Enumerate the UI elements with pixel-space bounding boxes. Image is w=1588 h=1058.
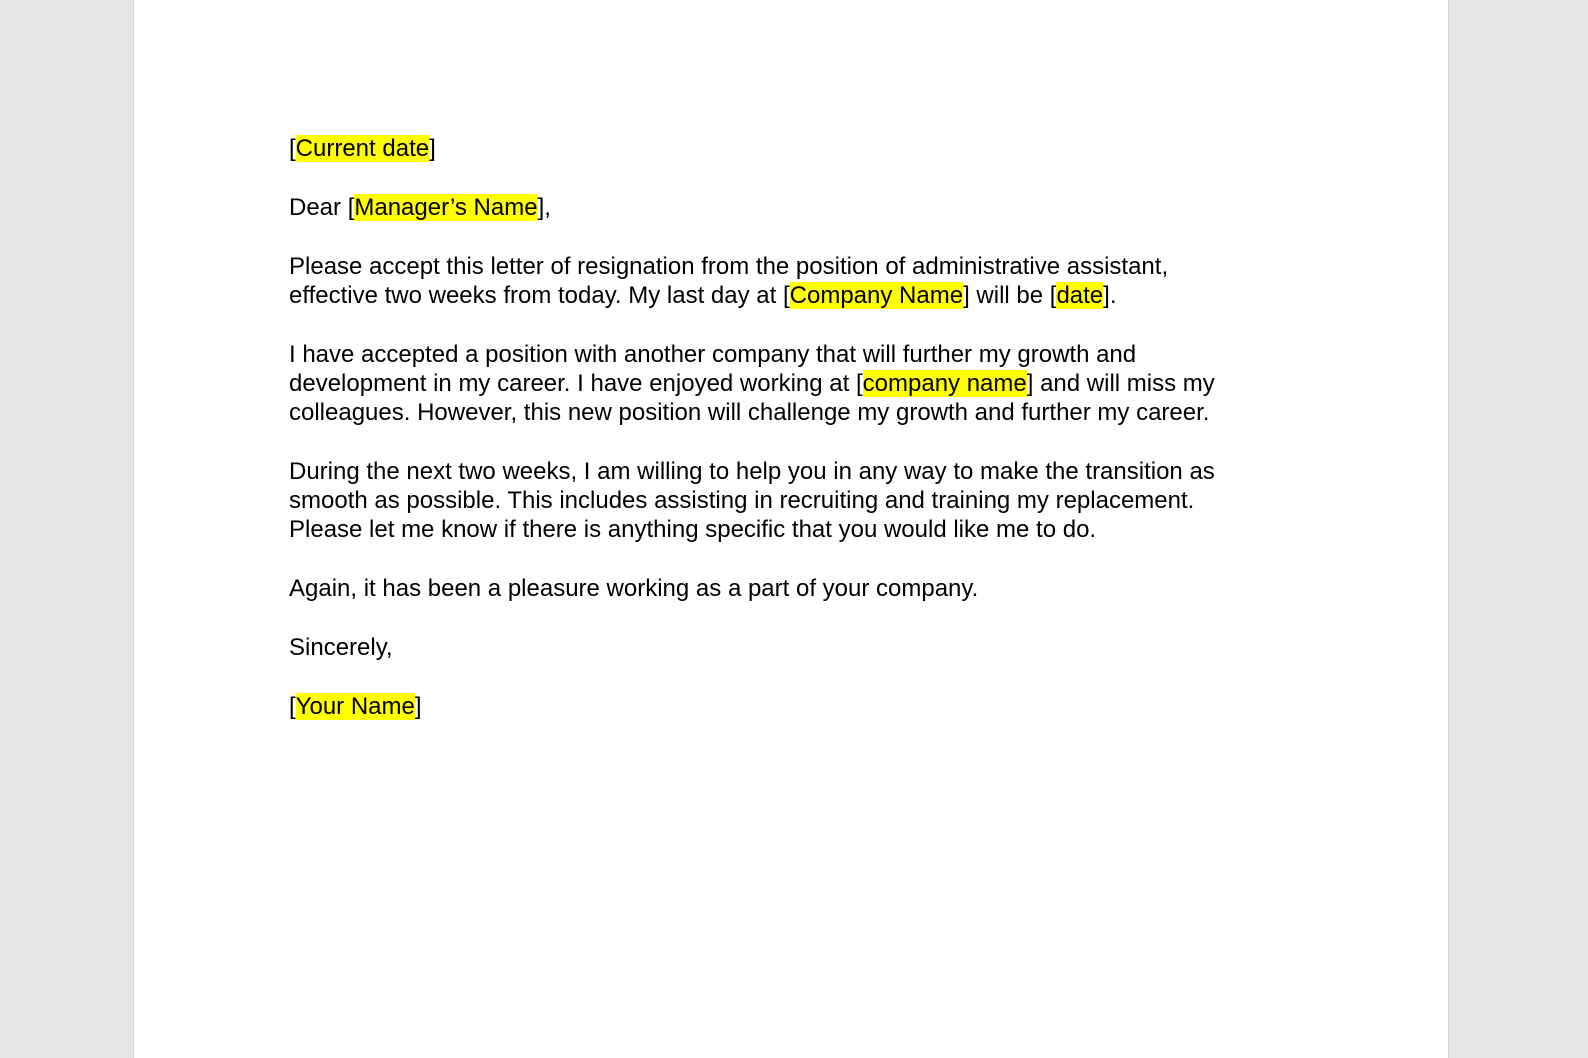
- paragraph-3-line-2: smooth as possible. This includes assisting in recruiting and training my replacement.: [289, 487, 1195, 514]
- manager-name-placeholder: Manager’s Name: [354, 194, 538, 221]
- paragraph-2-text-b: ] and will miss my: [1026, 370, 1215, 397]
- signature: [289, 692, 422, 722]
- paragraph-1-text-a: effective two weeks from today. My last day at [: [289, 282, 790, 309]
- paragraph-2-line-1: I have accepted a position with another company that will further my growth and: [289, 341, 1137, 368]
- document-page: [133, 0, 1449, 1058]
- paragraph-2-text-a: development in my career. I have enjoyed working at [: [289, 370, 863, 397]
- salutation-prefix: Dear [: [289, 194, 355, 221]
- paragraph-1-text-b: ] will be [: [963, 282, 1057, 309]
- date-line: [289, 134, 436, 164]
- your-name-placeholder: Your Name: [295, 693, 415, 720]
- current-date-placeholder: Current date: [295, 135, 430, 162]
- paragraph-1-line-1: Please accept this letter of resignation from the position of administrative assistant,: [289, 253, 1169, 280]
- paragraph-2-line-2: [289, 369, 1215, 399]
- company-name-placeholder: Company Name: [789, 282, 964, 309]
- bracket-close: ]: [429, 135, 436, 162]
- salutation: [289, 193, 551, 223]
- paragraph-4: Again, it has been a pleasure working as a part of your company.: [289, 575, 979, 602]
- last-date-placeholder: date: [1056, 282, 1104, 309]
- bracket-open: [: [289, 135, 296, 162]
- bracket-close: ]: [414, 693, 422, 720]
- closing: Sincerely,: [289, 634, 393, 661]
- paragraph-3-line-3: Please let me know if there is anything specific that you would like me to do.: [289, 516, 1097, 543]
- paragraph-3-line-1: During the next two weeks, I am willing to help you in any way to make the transition as: [289, 458, 1215, 485]
- paragraph-2-line-3: colleagues. However, this new position will challenge my growth and further my career.: [289, 399, 1210, 426]
- salutation-suffix: ],: [537, 194, 551, 221]
- paragraph-1-text-c: ].: [1103, 282, 1117, 309]
- bracket-open: [: [289, 693, 296, 720]
- paragraph-1-line-2: [289, 281, 1117, 311]
- company-name-placeholder-2: company name: [862, 370, 1027, 397]
